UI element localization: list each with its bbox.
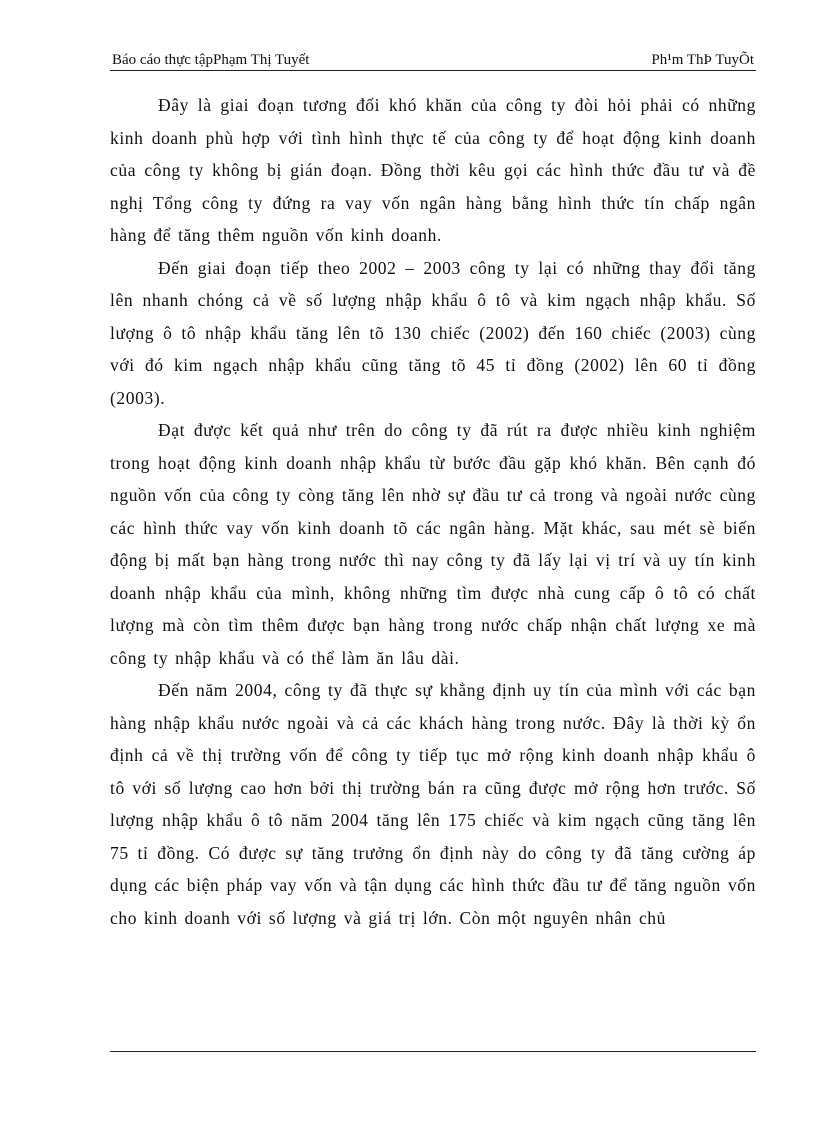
paragraph-2: Đến giai đoạn tiếp theo 2002 – 2003 công ty lại có những thay đổi tăng lên nhanh chóng cả về số lượng nhập khẩu ô tô và kim ngạch nhập khẩu. Số lượng ô tô nhập khẩu tăng lên tõ 130 chiếc (2002) đến 160 chiếc (2003) cùng với đó kim ngạch nhập khẩu cũng tăng tõ 45 tỉ đồng (2002) lên 60 tỉ đồng (2003). <box>110 257 756 408</box>
paragraph-4: Đến năm 2004, công ty đã thực sự khẳng định uy tín của mình với các bạn hàng nhập khẩu nước ngoài và cả các khách hàng trong nước. Đây là thời kỳ ổn định cả về thị trường vốn để công ty tiếp tục mở rộng kinh doanh nhập khẩu ô tô với số lượng cao hơn bởi thị trường bán ra cũng được mở rộng hơn trước. Số lượng nhập khẩu ô tô năm 2004 tăng lên 175 chiếc và kim ngạch cũng tăng lên 75 tỉ đồng. Có được sự tăng trưởng ổn định này do công ty đã tăng cường áp dụng các biện pháp vay vốn và tận dụng các hình thức đầu tư để tăng nguồn vốn cho kinh doanh với số lượng và giá trị lớn. Còn một nguyên nhân chủ <box>110 680 756 928</box>
paragraph-1: Đây là giai đoạn tương đối khó khăn của công ty đòi hỏi phải có những kinh doanh phù hợp với tình hình thực tế của công ty để hoạt động kinh doanh của công ty không bị gián đoạn. Đồng thời kêu gọi các hình thức đầu tư và đề nghị Tổng công ty đứng ra vay vốn ngân hàng bằng hình thức tín chấp ngân hàng để tăng thêm nguồn vốn kinh doanh. <box>110 95 756 245</box>
header-rule <box>110 70 756 71</box>
header-left-text: Báo cáo thực tậpPhạm Thị Tuyết <box>112 52 310 68</box>
paragraph-3: Đạt được kết quả như trên do công ty đã rút ra được nhiều kinh nghiệm trong hoạt động kinh doanh nhập khẩu từ bước đầu gặp khó khăn. Bên cạnh đó nguồn vốn của công ty còng tăng lên nhờ sự đầu tư cả trong và ngoài nước cùng các hình thức vay vốn kinh doanh tõ các ngân hàng. Mặt khác, sau mét sè biến động bị mất bạn hàng trong nước thì nay công ty đã lấy lại vị trí và uy tín kinh doanh nhập khẩu của mình, không những tìm được nhà cung cấp ô tô có chất lượng mà còn tìm thêm được bạn hàng trong nước chấp nhận chất lượng xe mà công ty nhập khẩu và có thể làm ăn lâu dài. <box>110 420 756 668</box>
header-right-text: Ph¹m ThÞ TuyÕt <box>651 52 754 68</box>
page-header <box>110 48 756 72</box>
footer-rule <box>110 1051 756 1052</box>
body-text <box>110 89 756 934</box>
